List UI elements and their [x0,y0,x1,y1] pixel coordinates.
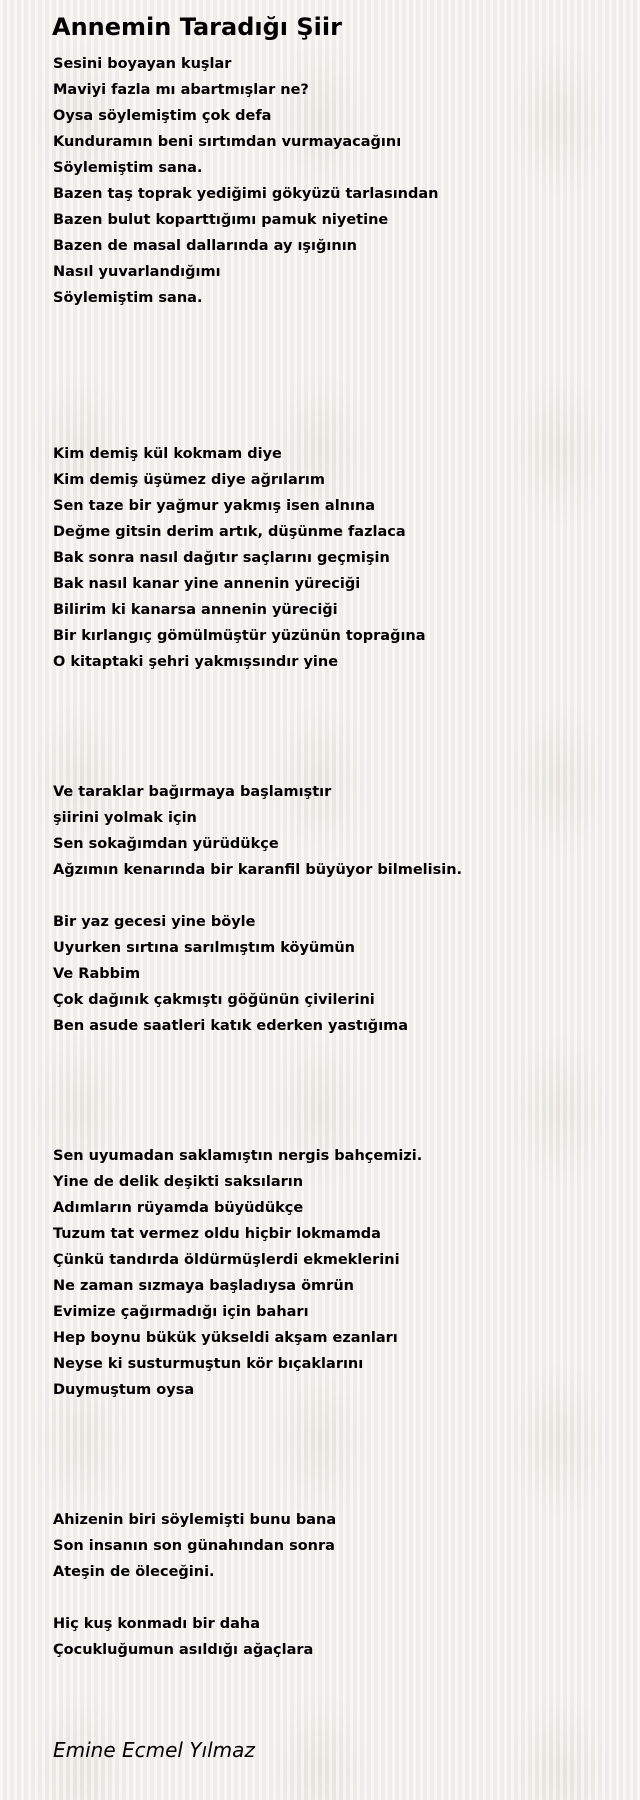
stanza-break [53,1585,633,1611]
poem-line: Çok dağınık çakmıştı göğünün çivilerini [53,992,375,1008]
poem-line: Kim demiş üşümez diye ağrılarım [53,472,325,488]
stanza-break [53,701,633,727]
poem-line: Hiç kuş konmadı bir daha [53,1616,261,1632]
poem-line: Son insanın son günahından sonra [53,1538,335,1554]
poem-line: Nasıl yuvarlandığımı [53,264,221,280]
poem-line: Ne zaman sızmaya başladıysa ömrün [53,1278,354,1294]
stanza-break [53,1429,633,1455]
poem-line: Ahizenin biri söylemişti bunu bana [53,1512,337,1528]
poem-line: Tuzum tat vermez oldu hiçbir lokmamda [53,1226,381,1242]
poem-line: Sen uyumadan saklamıştın nergis bahçemizi. [53,1148,423,1164]
poem-line: Söylemiştim sana. [53,290,203,306]
stanza-break [53,883,633,909]
poem-line: Sesini boyayan kuşlar [53,56,232,72]
poem-line: Bak nasıl kanar yine annenin yüreciği [53,576,361,592]
poem-line: Ben asude saatleri katık ederken yastığıma [53,1018,409,1034]
poem-line: Ve Rabbim [53,966,141,982]
stanza-break [53,1039,633,1065]
poem-line: Sen taze bir yağmur yakmış isen alnına [53,498,376,514]
poem-line: Ve taraklar bağırmaya başlamıştır [53,784,332,800]
poem-line: Bir yaz gecesi yine böyle [53,914,256,930]
poem-line: Çünkü tandırda öldürmüşlerdi ekmeklerini [53,1252,400,1268]
poem-title: Annemin Taradığı Şiir [52,13,342,41]
stanza-break [53,1117,633,1143]
poem-line: Bilirim ki kanarsa annenin yüreciği [53,602,338,618]
stanza-break [53,1403,633,1429]
poem-body [53,51,633,1663]
poem-line: Kunduramın beni sırtımdan vurmayacağını [53,134,402,150]
poem-line: Ateşin de öleceğini. [53,1564,215,1580]
poem-line: Duymuştum oysa [53,1382,195,1398]
stanza-break [53,363,633,389]
poem-line: Neyse ki susturmuştun kör bıçaklarını [53,1356,364,1372]
poem-line: Yine de delik deşikti saksıların [53,1174,304,1190]
poem-line: Kim demiş kül kokmam diye [53,446,282,462]
stanza-break [53,675,633,701]
poem-line: Oysa söylemiştim çok defa [53,108,272,124]
poem-line: O kitaptaki şehri yakmışsındır yine [53,654,339,670]
stanza-break [53,1455,633,1481]
poem-line: Adımların rüyamda büyüdükçe [53,1200,304,1216]
poem-line: şiirini yolmak için [53,810,197,826]
poem-line: Bazen de masal dallarında ay ışığının [53,238,357,254]
poem-line: Çocukluğumun asıldığı ağaçlara [53,1642,314,1658]
stanza-break [53,1065,633,1091]
poem-line: Değme gitsin derim artık, düşünme fazlaca [53,524,406,540]
stanza-break [53,311,633,337]
poem-line: Maviyi fazla mı abartmışlar ne? [53,82,309,98]
poem-line: Hep boynu bükük yükseldi akşam ezanları [53,1330,398,1346]
poem-line: Evimize çağırmadığı için baharı [53,1304,309,1320]
poem-line: Sen sokağımdan yürüdükçe [53,836,279,852]
stanza-break [53,753,633,779]
stanza-break [53,1091,633,1117]
poem-line: Bir kırlangıç gömülmüştür yüzünün toprağına [53,628,426,644]
stanza-break [53,337,633,363]
stanza-break [53,389,633,415]
poem-line: Bazen taş toprak yediğimi gökyüzü tarlasından [53,186,439,202]
poem-line: Bak sonra nasıl dağıtır saçlarını geçmişin [53,550,390,566]
stanza-break [53,1481,633,1507]
poem-line: Bazen bulut koparttığımı pamuk niyetine [53,212,389,228]
poem-line: Ağzımın kenarında bir karanfil büyüyor bilmelisin. [53,862,463,878]
stanza-break [53,415,633,441]
poem-line: Söylemiştim sana. [53,160,203,176]
poem-line: Uyurken sırtına sarılmıştım köyümün [53,940,355,956]
poem-author: Emine Ecmel Yılmaz [53,1738,255,1762]
stanza-break [53,727,633,753]
